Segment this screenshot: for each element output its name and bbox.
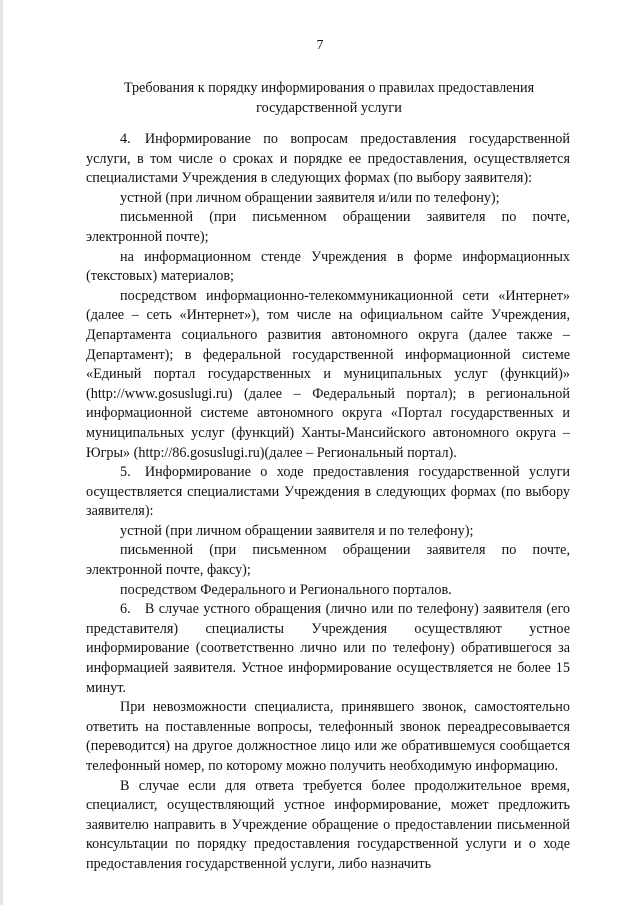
section-heading: [90, 78, 568, 118]
paragraph-item-4: 4. Информирование по вопросам предоставления государственной услуги, в том числе о сроках и порядке ее предоставления, осуществляется специалистами Учреждения в следующих формах (по выбору заявителя):: [86, 131, 570, 187]
document-body: [86, 130, 570, 875]
section-heading-line-1: Требования к порядку информирования о правилах предоставления: [123, 80, 535, 96]
paragraph-oral-form: устной (при личном обращении заявителя и/или по телефону);: [120, 189, 500, 206]
paragraph-item-6: 6. В случае устного обращения (лично или по телефону) заявителя (его представителя) специалисты Учреждения осуществляют устное информирование (соответственно лично или по телефону) обратившегося за информацией заявителя. Устное информирование осуществляется не более 15 минут.: [86, 601, 570, 696]
paragraph-portals: посредством Федерального и Регионального порталов.: [120, 581, 452, 598]
paragraph-longer-answer: В случае если для ответа требуется более продолжительное время, специалист, осуществляющий устное информирование, может предложить заявителю направить в Учреждение обращение о предоставлении письменной консультации по порядку предоставления государственной услуги и о ходе предоставления государственной услуги, либо назначить: [86, 777, 570, 872]
page-number: 7: [316, 38, 324, 53]
paragraph-info-stand: на информационном стенде Учреждения в форме информационных (текстовых) материалов;: [86, 248, 570, 285]
paragraph-internet: посредством информационно-телекоммуникационной сети «Интернет» (далее – сеть «Интернет»), том числе на официальном сайте Учреждения, Департамента социального развития автономного округа (далее также – Департамент); в федеральной государственной информационной системе «Единый портал государственных и муниципальных услуг (функций)» (http://www.gosuslugi.ru) (далее – Федеральный портал); в региональной информационной системе автономного округа «Портал государственных и муниципальных услуг (функций) Ханты-Мансийского автономного округа – Югры» (http://86.gosuslugi.ru)(далее – Региональный портал).: [86, 287, 570, 461]
scan-edge-shadow: [0, 0, 3, 905]
paragraph-call-transfer: При невозможности специалиста, принявшего звонок, самостоятельно ответить на поставленные вопросы, телефонный звонок переадресовывается (переводится) на другое должностное лицо или же обратившемуся сообщается телефонный номер, по которому можно получить необходимую информацию.: [86, 699, 570, 774]
paragraph-oral-form-2: устной (при личном обращении заявителя и по телефону);: [120, 522, 474, 539]
paragraph-written-form: письменной (при письменном обращении заявителя по почте, электронной почте);: [86, 209, 570, 245]
paragraph-written-form-2: письменной (при письменном обращении заявителя по почте, электронной почте, факсу);: [86, 542, 570, 579]
section-heading-line-2: государственной услуги: [256, 100, 402, 116]
paragraph-item-5: 5. Информирование о ходе предоставления государственной услуги осуществляется специалистами Учреждения в следующих формах (по выбору заявителя):: [86, 464, 570, 520]
